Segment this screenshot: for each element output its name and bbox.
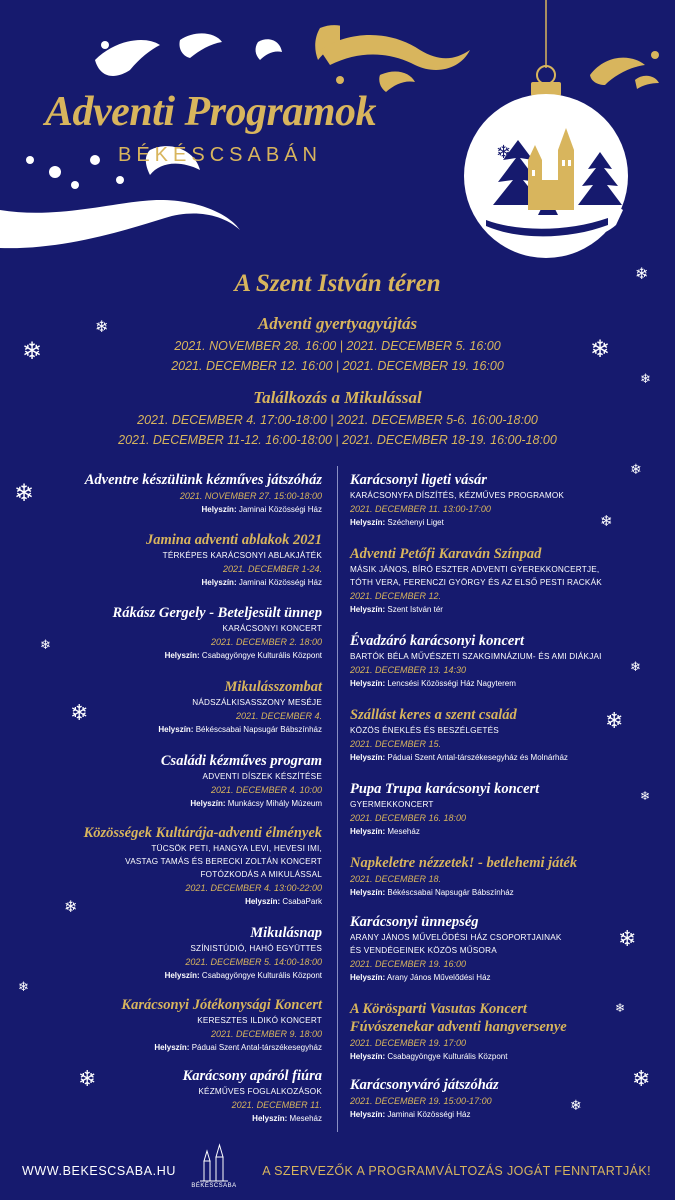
event-description: KERESZTES ILDIKÓ KONCERT bbox=[197, 1016, 322, 1025]
snowflake-icon: ❄ bbox=[640, 789, 651, 803]
snowflake-icon: ❄ bbox=[635, 266, 649, 283]
snowflake-icon: ❄ bbox=[70, 700, 89, 725]
event-jamina-ablakok bbox=[146, 531, 322, 590]
event-description: NÁDSZÁLKISASSZONY MESÉJE bbox=[192, 698, 322, 707]
snowflake-icon: ❄ bbox=[632, 1066, 651, 1091]
santa-meeting-title: Találkozás a Mikulással bbox=[253, 388, 422, 407]
snowflake-icon: ❄ bbox=[615, 1001, 626, 1015]
snowflake-icon: ❄ bbox=[640, 371, 651, 386]
event-mikulasszombat bbox=[158, 678, 322, 737]
event-location: Helyszín: Csabagyöngye Kulturális Központ bbox=[164, 971, 322, 980]
page-subtitle: BÉKÉSCSABÁN bbox=[118, 144, 322, 166]
snowflake-icon: ❄ bbox=[630, 461, 642, 477]
event-description: TÉRKÉPES KARÁCSONYI ABLAKJÁTÉK bbox=[162, 551, 322, 560]
snowflake-icon: ❄ bbox=[40, 637, 51, 652]
event-csaladi-kezmuves bbox=[161, 752, 322, 811]
event-location: Helyszín: Békéscsabai Napsugár Bábszínház bbox=[158, 725, 322, 734]
event-karacsony-aparol-fiura bbox=[183, 1067, 322, 1126]
event-description: MÁSIK JÁNOS, BÍRÓ ESZTER ADVENTI GYEREKKONCERTJE, bbox=[350, 565, 600, 574]
event-title: Pupa Trupa karácsonyi koncert bbox=[350, 781, 540, 797]
snowflake-icon: ❄ bbox=[600, 513, 613, 530]
event-date: 2021. DECEMBER 4. 13:00-22:00 bbox=[185, 883, 322, 893]
candle-lighting-dates-1: 2021. NOVEMBER 28. 16:00 | 2021. DECEMBER 5. 16:00 bbox=[174, 339, 501, 353]
snowflake-icon: ❄ bbox=[14, 480, 35, 507]
christmas-bauble-illustration bbox=[458, 0, 638, 265]
event-date: 2021. DECEMBER 13. 14:30 bbox=[350, 665, 467, 675]
snowflake-icon: ❄ bbox=[18, 979, 29, 994]
event-date: 2021. DECEMBER 12. bbox=[350, 591, 442, 601]
event-adventre-keszulunk bbox=[85, 471, 322, 517]
event-date: 2021. DECEMBER 1-24. bbox=[222, 564, 322, 574]
event-location: Helyszín: Meseház bbox=[350, 827, 420, 836]
event-date: 2021. DECEMBER 15. bbox=[350, 739, 442, 749]
snowflake-icon: ❄ bbox=[95, 319, 109, 336]
event-description: GYERMEKKONCERT bbox=[350, 800, 434, 809]
event-kozossegek-kulturaja bbox=[84, 824, 322, 909]
event-date: 2021. NOVEMBER 27. 15:00-18:00 bbox=[179, 491, 322, 501]
event-description-3: FOTÓZKODÁS A MIKULÁSSAL bbox=[200, 870, 322, 879]
event-napkeletre-nezzetek bbox=[350, 854, 577, 900]
svg-text:❄: ❄ bbox=[496, 142, 512, 162]
event-rakasz-gergely bbox=[113, 604, 322, 663]
event-location: Helyszín: Meseház bbox=[252, 1114, 322, 1123]
snowflake-icon: ❄ bbox=[570, 1097, 582, 1113]
snowflake-icon: ❄ bbox=[590, 336, 611, 363]
event-date: 2021. DECEMBER 4. 10:00 bbox=[210, 785, 322, 795]
event-description: SZÍNISTÚDIÓ, HAHÓ EGYÜTTES bbox=[190, 944, 322, 953]
event-title: Mikulásnap bbox=[250, 925, 322, 941]
event-title: Karácsonyi ligeti vásár bbox=[350, 472, 487, 488]
event-description-2: TÓTH VERA, FERENCZI GYÖRGY ÉS AZ ELSŐ PESTI RACKÁK bbox=[350, 578, 602, 587]
event-date: 2021. DECEMBER 19. 16:00 bbox=[350, 959, 467, 969]
event-jotekonysagi-koncert bbox=[121, 996, 322, 1055]
event-title: Jamina adventi ablakok 2021 bbox=[145, 532, 322, 548]
event-description: TÜCSÖK PETI, HANGYA LEVI, HEVESI IMI, bbox=[151, 844, 322, 853]
event-karacsonyi-unnepseg bbox=[350, 913, 562, 985]
event-location: Helyszín: Széchenyi Liget bbox=[350, 518, 444, 527]
event-korosparti-vasutas bbox=[350, 1000, 567, 1064]
website-link[interactable]: WWW.BEKESCSABA.HU bbox=[22, 1164, 176, 1178]
event-pupa-trupa bbox=[350, 780, 539, 839]
event-date: 2021. DECEMBER 9. 18:00 bbox=[210, 1029, 322, 1039]
event-location: Helyszín: Jaminai Közösségi Ház bbox=[201, 505, 322, 514]
event-location: Helyszín: Békéscsabai Napsugár Bábszínház bbox=[350, 888, 514, 897]
event-description: KARÁCSONYI KONCERT bbox=[222, 624, 322, 633]
event-location: Helyszín: Páduai Szent Antal-társzékesegyház bbox=[154, 1043, 322, 1052]
event-title: Karácsonyváró játszóház bbox=[350, 1077, 499, 1093]
event-description-2: ÉS VENDÉGEINEK KÖZÖS MŰSORA bbox=[350, 946, 497, 955]
event-evadzaro-koncert bbox=[350, 632, 602, 691]
event-description-2: VASTAG TAMÁS ÉS BERECKI ZOLTÁN KONCERT bbox=[125, 857, 322, 866]
event-karacsonyvaro-jatszohaz bbox=[350, 1076, 499, 1122]
candle-lighting-title: Adventi gyertyagyújtás bbox=[257, 314, 418, 333]
event-mikulasnap bbox=[165, 924, 322, 983]
event-date: 2021. DECEMBER 18. bbox=[350, 874, 442, 884]
section-heading-szent-istvan: A Szent István téren bbox=[234, 270, 441, 297]
snowflake-icon: ❄ bbox=[78, 1066, 97, 1091]
event-location: Helyszín: Arany János Művelődési Ház bbox=[350, 973, 491, 982]
event-date: 2021. DECEMBER 5. 14:00-18:00 bbox=[185, 957, 322, 967]
event-date: 2021. DECEMBER 4. bbox=[235, 711, 322, 721]
santa-meeting-dates-1: 2021. DECEMBER 4. 17:00-18:00 | 2021. DECEMBER 5-6. 16:00-18:00 bbox=[137, 413, 538, 427]
event-title: Évadzáró karácsonyi koncert bbox=[350, 633, 524, 649]
event-title: Adventi Petőfi Karaván Színpad bbox=[350, 546, 542, 562]
page-title: Adventi Programok bbox=[45, 89, 377, 135]
event-date: 2021. DECEMBER 16. 18:00 bbox=[350, 813, 467, 823]
logo-caption: BÉKÉSCSABA bbox=[191, 1183, 237, 1189]
event-title: Szállást keres a szent család bbox=[350, 707, 517, 723]
event-location: Helyszín: Lencsési Közösségi Ház Nagyterem bbox=[350, 679, 516, 688]
event-title: Adventre készülünk kézműves játszóház bbox=[84, 472, 322, 488]
event-description: ADVENTI DÍSZEK KÉSZÍTÉSE bbox=[202, 772, 322, 781]
event-title: Karácsony apáról fiúra bbox=[182, 1068, 322, 1084]
snowflake-icon: ❄ bbox=[605, 708, 624, 733]
snowflake-icon: ❄ bbox=[22, 338, 43, 365]
disclaimer-text: A SZERVEZŐK A PROGRAMVÁLTOZÁS JOGÁT FENNTARTJÁK! bbox=[262, 1164, 651, 1178]
snowflake-icon: ❄ bbox=[618, 926, 637, 951]
snowflake-icon: ❄ bbox=[64, 899, 78, 916]
event-petofi-karavan bbox=[350, 545, 602, 617]
event-date: 2021. DECEMBER 2. 18:00 bbox=[210, 637, 322, 647]
event-description: BARTÓK BÉLA MŰVÉSZETI SZAKGIMNÁZIUM- ÉS AMI DIÁKJAI bbox=[350, 652, 602, 661]
event-title: Családi kézműves program bbox=[160, 753, 322, 769]
event-szallast-keres bbox=[350, 706, 568, 765]
candle-lighting-dates-2: 2021. DECEMBER 12. 16:00 | 2021. DECEMBER 19. 16:00 bbox=[171, 359, 504, 373]
santa-meeting-dates-2: 2021. DECEMBER 11-12. 16:00-18:00 | 2021. DECEMBER 18-19. 16:00-18:00 bbox=[118, 433, 557, 447]
event-description: KARÁCSONYFA DÍSZÍTÉS, KÉZMŰVES PROGRAMOK bbox=[350, 491, 565, 500]
event-date: 2021. DECEMBER 19. 17:00 bbox=[350, 1038, 467, 1048]
event-date: 2021. DECEMBER 19. 15:00-17:00 bbox=[350, 1096, 492, 1106]
event-title: Karácsonyi ünnepség bbox=[350, 914, 479, 930]
event-description: KÉZMŰVES FOGLALKOZÁSOK bbox=[198, 1087, 322, 1096]
event-location: Helyszín: Páduai Szent Antal-társzékesegyház és Molnárház bbox=[350, 753, 568, 762]
column-divider bbox=[337, 466, 338, 1132]
snowflake-icon: ❄ bbox=[630, 659, 641, 674]
event-location: Helyszín: Jaminai Közösségi Ház bbox=[201, 578, 322, 587]
event-ligeti-vasar bbox=[350, 471, 564, 530]
event-title: Napkeletre nézzetek! - betlehemi játék bbox=[350, 855, 578, 871]
event-description: KÖZÖS ÉNEKLÉS ÉS BESZÉLGETÉS bbox=[350, 726, 499, 735]
event-title: A Körösparti Vasutas Koncert bbox=[350, 1001, 527, 1017]
event-location: Helyszín: Jaminai Közösségi Ház bbox=[350, 1110, 471, 1119]
event-title-2: Fúvószenekar adventi hangversenye bbox=[350, 1019, 567, 1035]
event-title: Közösségek Kultúrája-adventi élmények bbox=[83, 825, 322, 841]
event-date: 2021. DECEMBER 11. bbox=[231, 1100, 322, 1110]
event-location: Helyszín: Szent István tér bbox=[350, 605, 443, 614]
event-title: Karácsonyi Jótékonysági Koncert bbox=[121, 997, 322, 1013]
event-location: Helyszín: CsabaPark bbox=[245, 897, 322, 906]
event-date: 2021. DECEMBER 11. 13:00-17:00 bbox=[350, 504, 491, 514]
event-description: ARANY JÁNOS MŰVELŐDÉSI HÁZ CSOPORTJAINAK bbox=[350, 933, 562, 942]
event-title: Rákász Gergely - Beteljesült ünnep bbox=[112, 605, 322, 621]
event-location: Helyszín: Csabagyöngye Kulturális Központ bbox=[164, 651, 322, 660]
event-location: Helyszín: Munkácsy Mihály Múzeum bbox=[190, 799, 322, 808]
event-title: Mikulásszombat bbox=[224, 679, 322, 695]
event-location: Helyszín: Csabagyöngye Kulturális Központ bbox=[350, 1052, 508, 1061]
